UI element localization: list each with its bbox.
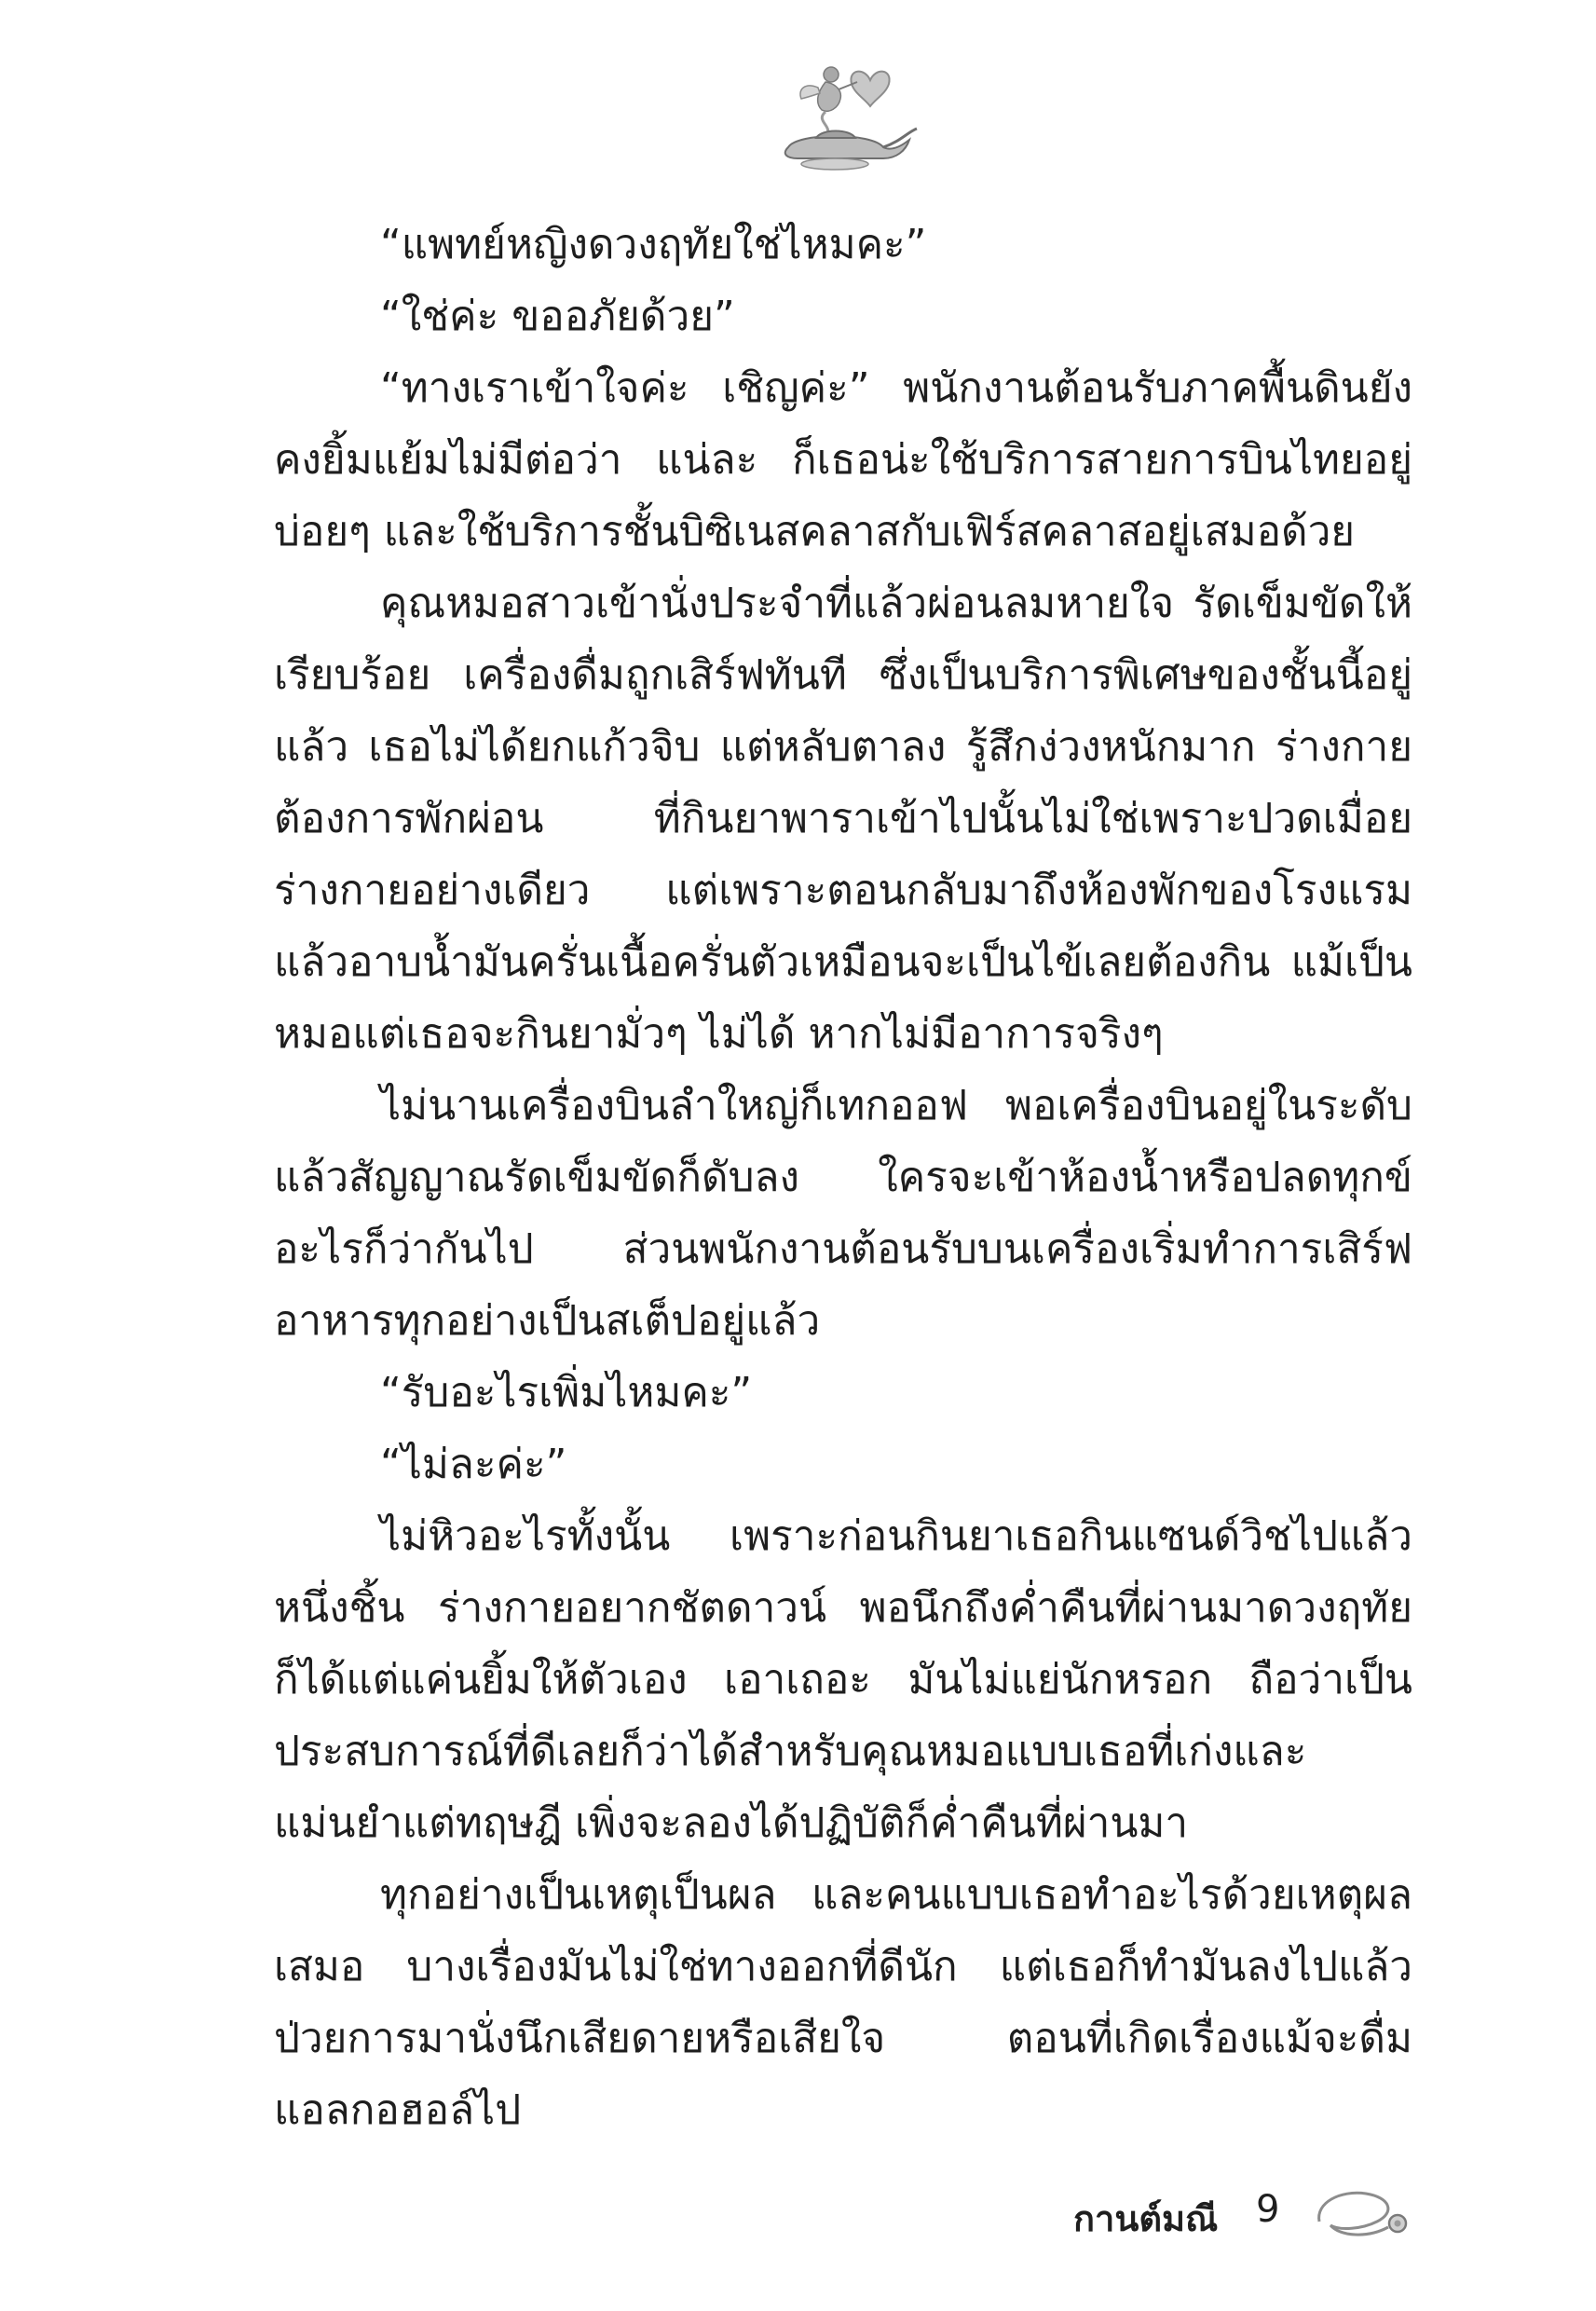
paragraph: ทุกอย่างเป็นเหตุเป็นผล และคนแบบเธอทำอะไรด้วยเหตุผลเสมอ บางเรื่องมันไม่ใช่ทางออกที่ดีนัก แต่เธอก็ทำมันลงไปแล้ว ป่วยการมานั่งนึกเสียดายหรือเสียใจ ตอนที่เกิดเรื่องแม้จะดื่มแอลกอฮอล์ไป	[274, 1871, 1412, 2134]
paragraph: “แพทย์หญิงดวงฤทัยใช่ไหมคะ”	[380, 221, 927, 268]
paragraph: “ไม่ละค่ะ”	[380, 1441, 567, 1488]
paragraph: “ทางเราเข้าใจค่ะ เชิญค่ะ” พนักงานต้อนรับภาคพื้นดินยังคงยิ้มแย้มไม่มีต่อว่า แน่ละ ก็เธอน่ะใช้บริการสายการบินไทยอยู่บ่อยๆ และใช้บริการชั้นบิซิเนสคลาสกับเฟิร์สคลาสอยู่เสมอด้วย	[274, 364, 1412, 555]
paragraph: คุณหมอสาวเข้านั่งประจำที่แล้วผ่อนลมหายใจ รัดเข็มขัดให้เรียบร้อย เครื่องดื่มถูกเสิร์ฟทันที ซึ่งเป็นบริการพิเศษของชั้นนี้อยู่แล้ว เธอไม่ได้ยกแก้วจิบ แต่หลับตาลง รู้สึกง่วงหนักมาก ร่างกายต้องการพักผ่อน ที่กินยาพาราเข้าไปนั้นไม่ใช่เพราะปวดเมื่อยร่างกายอย่างเดียว แต่เพราะตอนกลับมาถึงห้องพักของโรงแรมแล้วอาบน้ำมันครั่นเนื้อครั่นตัวเหมือนจะเป็นไข้เลยต้องกิน แม้เป็นหมอแต่เธอจะกินยามั่วๆ ไม่ได้ หากไม่มีอาการจริงๆ	[274, 580, 1412, 1058]
paragraph: ไม่หิวอะไรทั้งนั้น เพราะก่อนกินยาเธอกินแซนด์วิชไปแล้วหนึ่งชิ้น ร่างกายอยากชัตดาวน์ พอนึกถึงค่ำคืนที่ผ่านมาดวงฤทัยก็ได้แต่แค่นยิ้มให้ตัวเอง เอาเถอะ มันไม่แย่นักหรอก ถือว่าเป็นประสบการณ์ที่ดีเลยก็ว่าได้สำหรับคุณหมอแบบเธอที่เก่งและแม่นยำแต่ทฤษฎี เพิ่งจะลองได้ปฏิบัติก็ค่ำคืนที่ผ่านมา	[274, 1512, 1412, 1847]
page-number: 9	[1256, 2188, 1280, 2231]
paragraph: “ใช่ค่ะ ขออภัยด้วย”	[380, 293, 735, 340]
genie-lamp-cupid-icon	[760, 54, 923, 175]
footer-author-title: กานต์มณี	[1073, 2198, 1219, 2239]
paragraph: ไม่นานเครื่องบินลำใหญ่ก็เทกออฟ พอเครื่องบินอยู่ในระดับแล้วสัญญาณรัดเข็มขัดก็ดับลง ใครจะเข้าห้องน้ำหรือปลดทุกข์อะไรก็ว่ากันไป ส่วนพนักงานต้อนรับบนเครื่องเริ่มทำการเสิร์ฟอาหารทุกอย่างเป็นสเต็ปอยู่แล้ว	[274, 1082, 1412, 1345]
page-footer	[1062, 2179, 1425, 2253]
body-text	[274, 209, 1412, 2134]
stethoscope-icon	[1312, 2184, 1416, 2242]
paragraph: “รับอะไรเพิ่มไหมคะ”	[380, 1369, 753, 1416]
